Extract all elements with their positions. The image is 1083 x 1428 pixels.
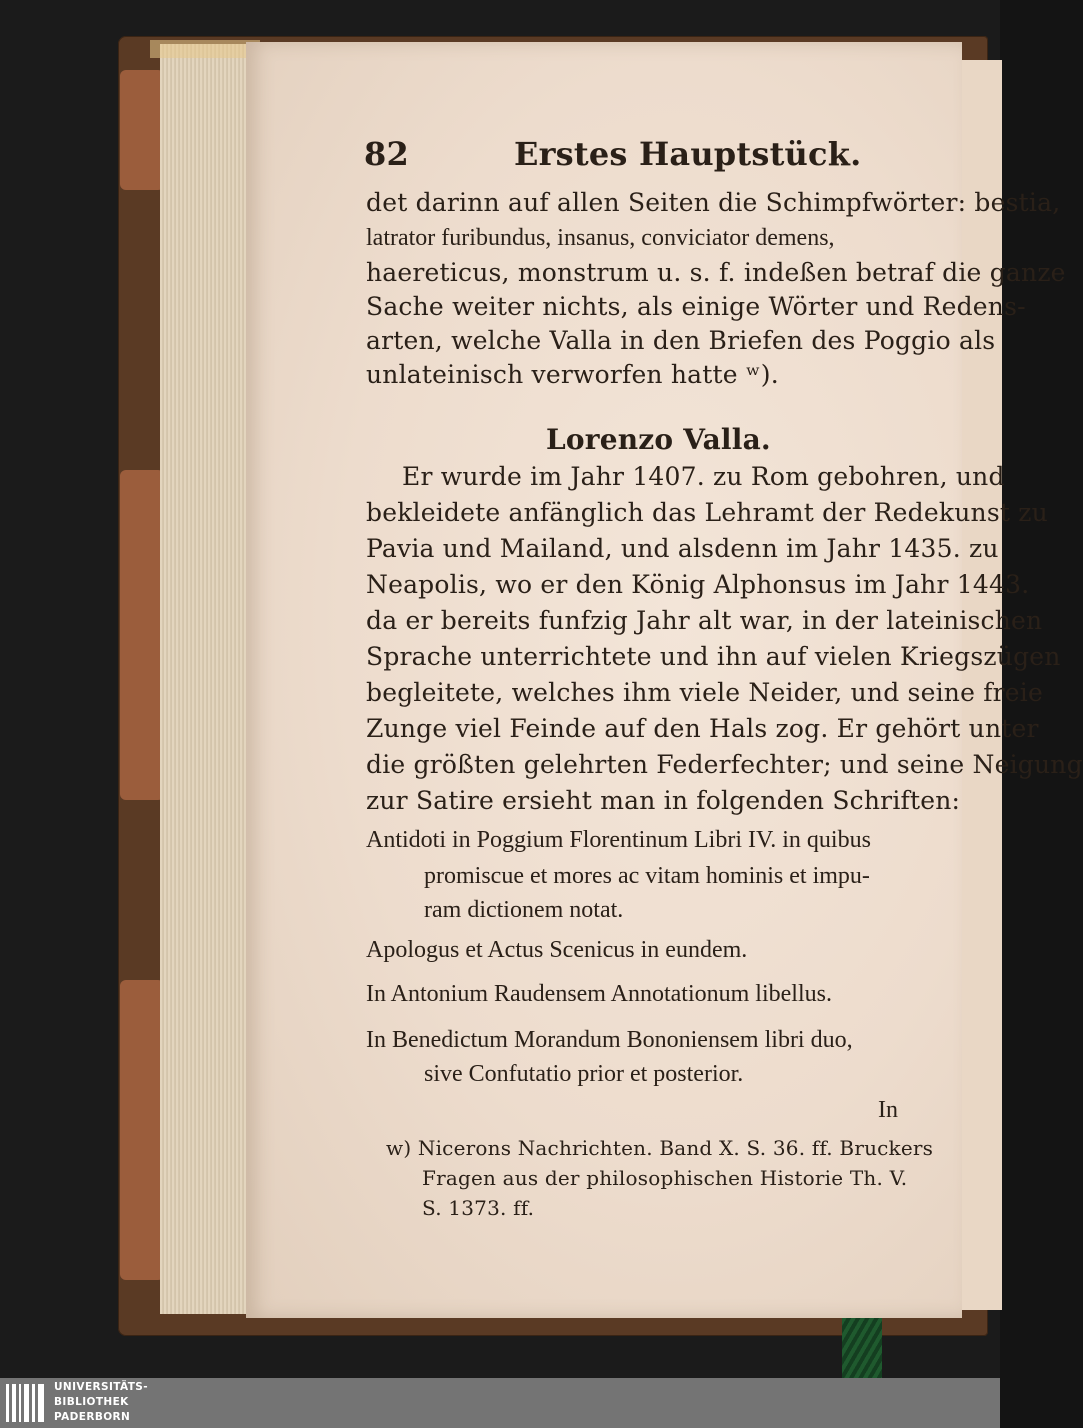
text-line: Er wurde im Jahr 1407. zu Rom gebohren, und: [402, 462, 1005, 491]
footnote-line: Fragen aus der philosophischen Historie Th. V.: [422, 1166, 908, 1190]
section-title: Lorenzo Valla.: [546, 423, 771, 456]
work-title: Apologus et Actus Scenicus in eundem.: [366, 937, 748, 963]
footer-bar: [0, 1378, 1000, 1428]
text-line: begleitete, welches ihm viele Neider, und seine freie: [366, 678, 1043, 707]
text-line: Zunge viel Feinde auf den Hals zog. Er gehört unter: [366, 714, 1039, 743]
text-line: die größten gelehrten Federfechter; und seine Neigung: [366, 750, 1083, 779]
text-line: Sprache unterrichtete und ihn auf vielen Kriegszügen: [366, 642, 1061, 671]
work-title: In Benedictum Morandum Bononiensem libri duo,: [366, 1027, 853, 1053]
catchword: In: [878, 1097, 898, 1123]
work-title: In Antonium Raudensem Annotationum libellus.: [366, 981, 832, 1007]
library-name-line2: BIBLIOTHEK: [54, 1396, 129, 1408]
cover-wear-top: [120, 70, 164, 190]
library-name-line3: PADERBORN: [54, 1411, 131, 1423]
text-line: bekleidete anfänglich das Lehramt der Redekunst zu: [366, 498, 1048, 527]
book-page: [246, 42, 1083, 1318]
library-name-line1: UNIVERSITÄTS-: [54, 1381, 149, 1393]
cover-wear-bottom: [120, 980, 164, 1280]
work-title-continued: promiscue et mores ac vitam hominis et impu-: [424, 863, 870, 889]
text-line: da er bereits funfzig Jahr alt war, in der lateinischen: [366, 606, 1043, 635]
footnote-line: S. 1373. ff.: [422, 1196, 535, 1220]
text-line: zur Satire ersieht man in folgenden Schriften:: [366, 786, 961, 815]
text-line: Neapolis, wo er den König Alphonsus im Jahr 1443.: [366, 570, 1030, 599]
bookmark-ribbon: [842, 1318, 882, 1378]
text-line: arten, welche Valla in den Briefen des Poggio als: [366, 326, 996, 355]
text-line: Pavia und Mailand, und alsdenn im Jahr 1435. zu: [366, 534, 999, 563]
text-line: latrator furibundus, insanus, conviciator demens,: [366, 225, 835, 251]
footnote-line: w) Nicerons Nachrichten. Band X. S. 36. ff. Bruckers: [386, 1136, 934, 1160]
work-title-continued: ram dictionem notat.: [424, 897, 624, 923]
gilt-edge: [150, 40, 260, 58]
cover-wear-middle: [120, 470, 164, 800]
work-title-continued: sive Confutatio prior et posterior.: [424, 1061, 744, 1087]
text-line: unlateinisch verworfen hatte ʷ).: [366, 360, 779, 389]
text-line: Sache weiter nichts, als einige Wörter und Redens-: [366, 292, 1026, 321]
page-edges: [160, 44, 252, 1314]
text-line: haereticus, monstrum u. s. f. indeßen betraf die ganze: [366, 258, 1066, 287]
running-head: Erstes Hauptstück.: [514, 135, 862, 173]
work-title: Antidoti in Poggium Florentinum Libri IV. in quibus: [366, 827, 871, 853]
library-logo-icon: [6, 1384, 46, 1422]
text-line: det darinn auf allen Seiten die Schimpfwörter: bestia,: [366, 188, 1061, 217]
page-number: 82: [364, 135, 409, 173]
